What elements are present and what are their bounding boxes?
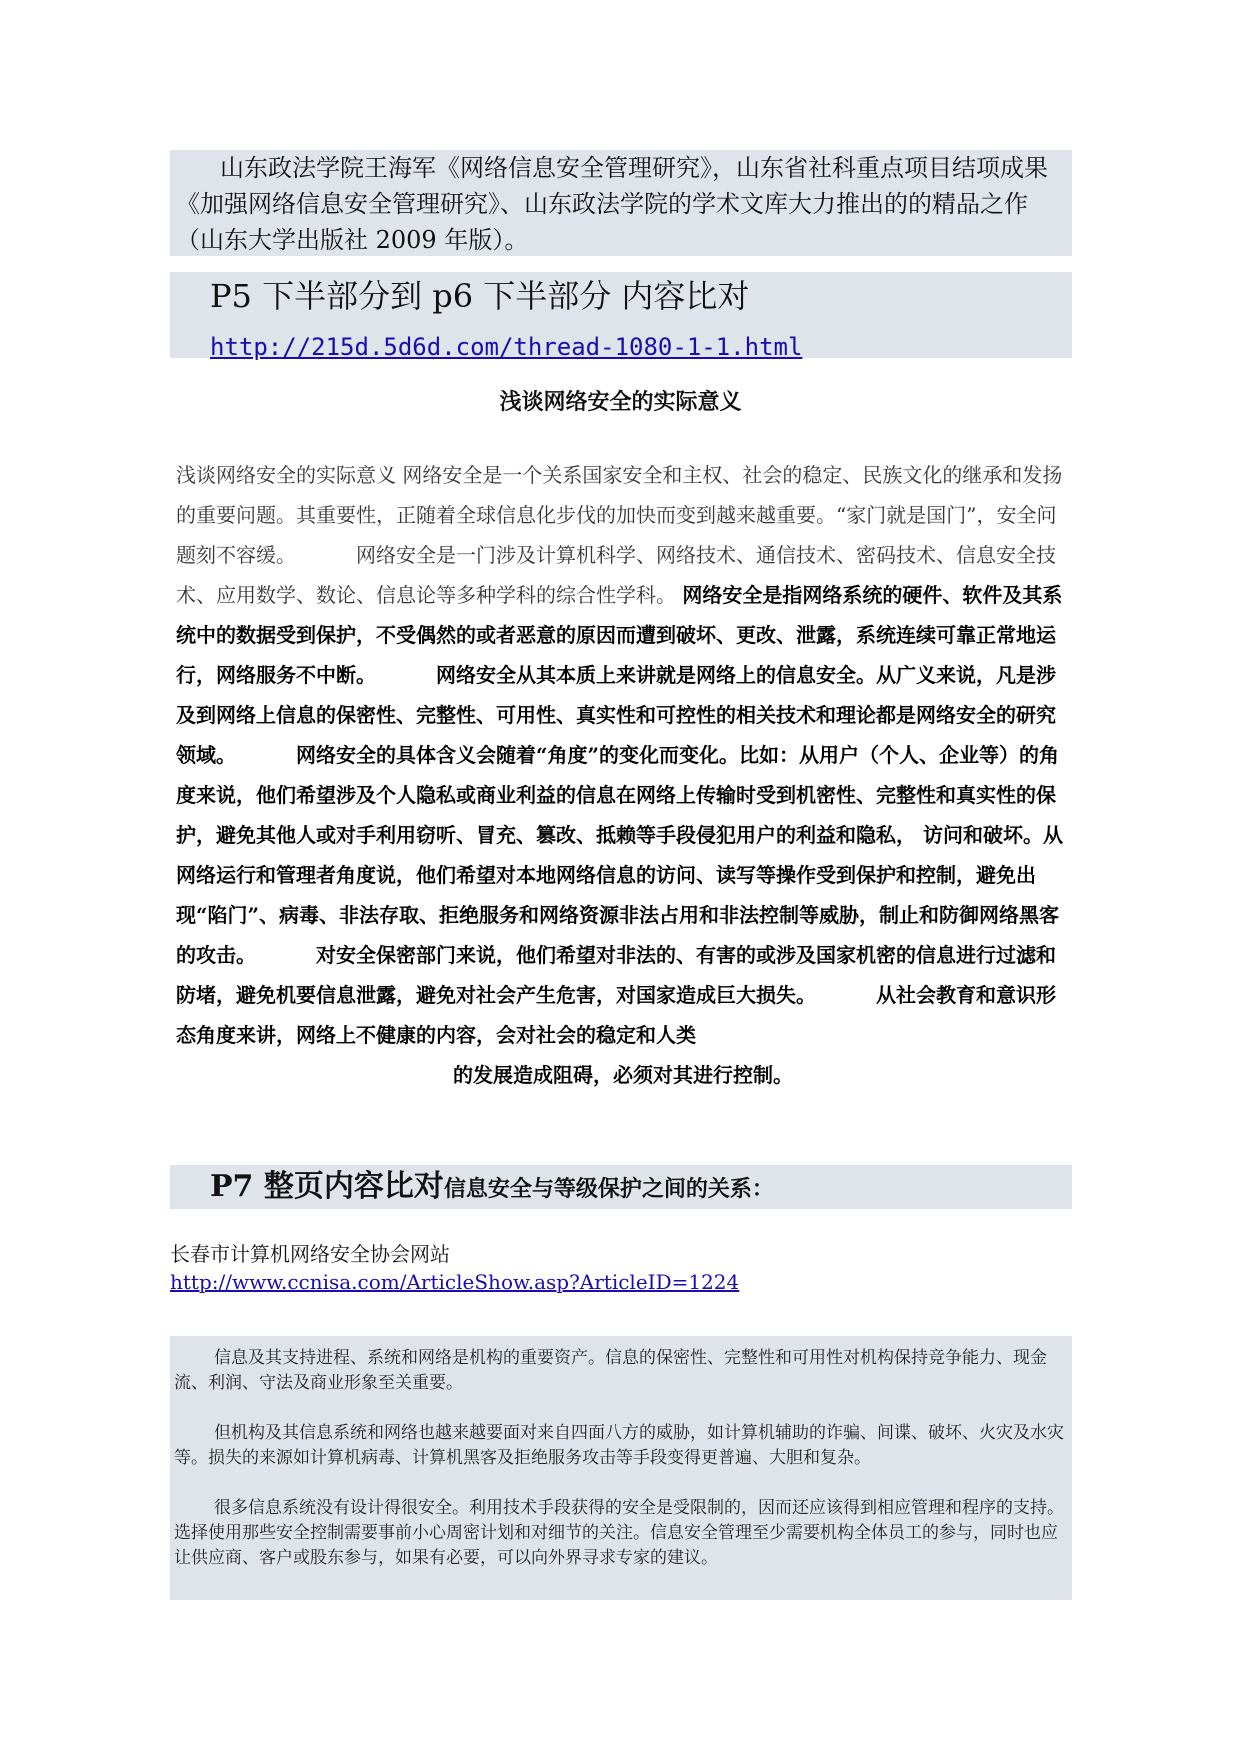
source-link[interactable]: http://www.ccnisa.com/ArticleShow.asp?ArticleID=1224	[170, 1270, 740, 1294]
heading-p5	[174, 272, 1068, 371]
source-block	[170, 1240, 1072, 1296]
heading-p7-block	[170, 1165, 1072, 1209]
excerpt-block	[170, 1336, 1072, 1600]
article-title: 浅谈网络安全的实际意义	[499, 389, 742, 415]
article-bold-5b: 的发展造成阻碍，必须对其进行控制。	[453, 1063, 793, 1087]
heading-p5-text: P5 下半部分到 p6 下半部分 内容比对	[210, 277, 750, 315]
article-bold-4: 对安全保密部门来说，他们希望对非法的、有害的或涉及国家机密的信息进行过滤和防堵，避免机要信息泄露，避免对社会产生危害，对国家造成巨大损失。	[176, 943, 1056, 1007]
heading-p7-small: 信息安全与等级保护之间的关系：	[443, 1176, 774, 1202]
excerpt-para-2: 但机构及其信息系统和网络也越来越要面对来自四面八方的威胁，如计算机辅助的诈骗、间谍、破坏、火灾及水灾等。损失的来源如计算机病毒、计算机黑客及拒绝服务攻击等手段变得更普遍、大胆和复杂。	[174, 1423, 1064, 1468]
article-bold-5a: 从社会教育和意识形态角度来讲，网络上不健康的内容，会对社会的稳定和人类	[176, 983, 1056, 1047]
article-body	[176, 455, 1070, 1095]
excerpt-para-3: 很多信息系统没有设计得很安全。利用技术手段获得的安全是受限制的，因而还应该得到相应管理和程序的支持。选择使用那些安全控制需要事前小心周密计划和对细节的关注。信息安全管理至少需要机构全体员工的参与，同时也应让供应商、客户或股东参与，如果有必要，可以向外界寻求专家的建议。	[174, 1498, 1064, 1568]
heading-p5-link[interactable]: http://215d.5d6d.com/thread-1080-1-1.html	[210, 333, 803, 361]
heading-p5-block	[170, 272, 1072, 361]
source-name: 长春市计算机网络安全协会网站	[170, 1242, 450, 1266]
article-bold-3: 网络安全的具体含义会随着“角度”的变化而变化。比如：从用户（个人、企业等）的角度来说，他们希望涉及个人隐私或商业利益的信息在网络上传输时受到机密性、完整性和真实性的保护，避免其他人或对手利用窃听、冒充、篡改、抵赖等手段侵犯用户的利益和隐私， 访问和破坏。从网络运行和管理者角度说，他们希望对本地网络信息的访问、读写等操作受到保护和控制，避免出现“陷门”、病毒、非法存取、拒绝服务和网络资源非法占用和非法控制等威胁，制止和防御网络黑客的攻击。	[176, 743, 1063, 967]
intro-text: 山东政法学院王海军《网络信息安全管理研究》，山东省社科重点项目结项成果《加强网络信息安全管理研究》、山东政法学院的学术文库大力推出的的精品之作（山东大学出版社 2009 年版）。	[176, 154, 1048, 254]
intro-block	[170, 150, 1072, 256]
excerpt-para-1: 信息及其支持进程、系统和网络是机构的重要资产。信息的保密性、完整性和可用性对机构保持竞争能力、现金流、利润、守法及商业形象至关重要。	[174, 1348, 1047, 1393]
article-para-1: 浅谈网络安全的实际意义 网络安全是一个关系国家安全和主权、社会的稳定、民族文化的继承和发扬的重要问题。其重要性，正随着全球信息化步伐的加快而变到越来越重要。“家门就是国门”，安全问题刻不容缓。	[176, 463, 1063, 567]
article-bold-1: 网络安全是指网络系统的硬件、软件及其系统中的数据受到保护，不受偶然的或者恶意的原因而遭到破坏、更改、泄露，系统连续可靠正常地运行，网络服务不中断。	[176, 583, 1063, 687]
article-para-2: 网络安全是一门涉及计算机科学、网络技术、通信技术、密码技术、信息安全技术、应用数学、数论、信息论等多种学科的综合性学科。	[176, 543, 1056, 607]
heading-p7-big: P7 整页内容比对	[210, 1169, 444, 1204]
article-bold-2: 网络安全从其本质上来讲就是网络上的信息安全。从广义来说，凡是涉及到网络上信息的保密性、完整性、可用性、真实性和可控性的相关技术和理论都是网络安全的研究领域。	[176, 663, 1056, 767]
